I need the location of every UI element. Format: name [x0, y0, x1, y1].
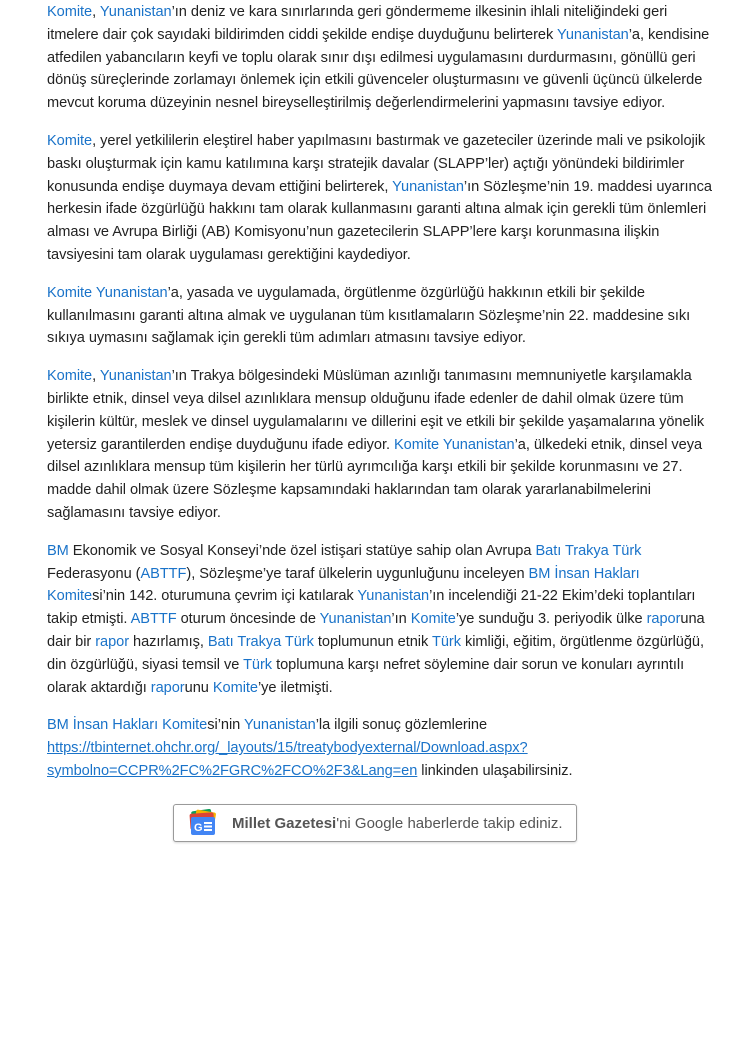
text-segment: ’ın deniz ve kara sınırlarında geri göndermeme ilkesinin ihlali niteliğindeki geri itmelere dair çok sayıdaki bildirimden ciddi şekilde endişe duyduğunu belirterek	[47, 4, 668, 43]
paragraph-conclusions-link	[47, 714, 715, 782]
tag-link[interactable]: Türk	[243, 656, 273, 673]
tag-link[interactable]: ABTTF	[140, 565, 187, 582]
text-segment: ’a, yasada ve uygulamada, örgütlenme özgürlüğü hakkının etkili bir şekilde kullanılmasını garanti altına almak ve uygulanan tüm kısıtlamaların Sözleşme’nin 22. maddesine sıkı sıkıya uymasını sağlamak için gerekli tüm adımları atmasını tavsiye ediyor.	[47, 284, 691, 347]
tag-link[interactable]: Komite	[47, 4, 93, 20]
text-segment: ’ye iletmişti.	[257, 679, 333, 696]
text-segment: oturum öncesinde de	[176, 611, 320, 628]
tag-link[interactable]: Yunanistan	[99, 4, 172, 20]
text-segment: unu	[184, 679, 213, 696]
text-segment: si’nin	[207, 717, 244, 734]
text-segment: ), Sözleşme’ye taraf ülkelerin uygunluğunu inceleyen	[186, 565, 529, 582]
text-segment: Federasyonu (	[47, 565, 141, 582]
tag-link[interactable]: Yunanistan	[357, 588, 430, 605]
tag-link[interactable]: Komite	[393, 436, 440, 453]
google-news-icon	[186, 809, 220, 837]
text-segment: ’la ilgili sonuç gözlemlerine	[315, 717, 488, 734]
tag-link[interactable]: Batı Trakya Türk	[207, 633, 314, 650]
tag-link[interactable]: Komite	[47, 132, 93, 149]
text-segment: ’ın incelendiği 21-22 Ekim’deki toplantıları takip etmişti.	[47, 588, 696, 628]
tag-link[interactable]: Komite	[410, 611, 456, 628]
text-segment: toplumuna karşı nefret söylemine dair sorun ve konuları ayrıntılı olarak aktardığı	[47, 656, 685, 696]
tag-link[interactable]: Yunanistan	[392, 178, 464, 195]
tag-link[interactable]: Komite	[212, 679, 258, 696]
text-segment: ,	[92, 4, 100, 20]
tag-link[interactable]: rapor	[646, 611, 681, 628]
tag-link[interactable]: BM İnsan Hakları Komite	[47, 565, 640, 605]
tag-link[interactable]: Komite	[47, 284, 93, 301]
text-segment: linkinden ulaşabilirsiniz.	[417, 762, 573, 779]
tag-link[interactable]: Yunanistan	[95, 284, 168, 301]
text-segment: ’ye sunduğu 3. periyodik ülke	[455, 611, 647, 628]
paragraph-abttf	[47, 540, 715, 700]
text-segment: toplumunun etnik	[313, 633, 432, 650]
text-segment: hazırlamış,	[129, 633, 208, 650]
svg-text:G: G	[194, 822, 203, 834]
tag-link[interactable]: Yunanistan	[556, 26, 629, 43]
tag-link[interactable]: Yunanistan	[243, 717, 316, 734]
text-segment: ’ın Sözleşme’nin 19. maddesi uyarınca herkesin ifade özgürlüğü hakkını tam olarak kullanmasını garanti altına almak için gerekli tüm önlemleri alması ve Avrupa Birliği (AB) Komisyonu’nun gazetecilerin SLAPP’lere karşı korunmasına ilişkin tavsiyesini tam olarak uygulaması gerektiğini kaydediyor.	[47, 178, 712, 263]
google-news-follow-text	[232, 815, 563, 832]
tag-link[interactable]: ABTTF	[130, 611, 177, 628]
paragraph-minority	[47, 365, 715, 525]
tag-link[interactable]: rapor	[95, 633, 130, 650]
follow-suffix: 'ni Google haberlerde takip ediniz.	[336, 814, 563, 832]
brand-name: Millet Gazetesi	[232, 814, 337, 832]
paragraph-association	[47, 282, 715, 350]
paragraph-slapp	[47, 130, 715, 267]
tag-link[interactable]: rapor	[150, 679, 185, 696]
text-segment: ’ın	[391, 611, 411, 628]
article-body	[47, 0, 715, 798]
tag-link[interactable]: Yunanistan	[319, 611, 392, 628]
text-segment: ’ın Trakya bölgesindeki Müslüman azınlığı tanımasını memnuniyetle karşılamakla birlikte etnik, dinsel veya dilsel azınlıklara mensup olduğunu ifade edenler de dahil olmak üzere tüm kişilerin kültür, meslek ve dinsel uygulamalarını ve dillerini eşit ve etkili bir şekilde yaşamalarına yönelik yetersiz garantilerden endişe duyduğunu ifade ediyor.	[47, 368, 705, 453]
tag-link[interactable]: BM	[47, 542, 69, 559]
tag-link[interactable]: Türk	[431, 633, 461, 650]
google-news-follow-button[interactable]	[173, 804, 577, 842]
external-report-link[interactable]: https://tbinternet.ohchr.org/_layouts/15/treatybodyexternal/Download.aspx?symbolno=CCPR%2FC%2FGRC%2FCO%2F3&Lang=en	[47, 740, 528, 779]
text-segment: ’a, ülkedeki etnik, dinsel veya dilsel azınlıklara mensup tüm kişilerin her türlü ayrımcılığa karşı etkili bir şekilde korunmasını ve 27. madde dahil olmak üzere Sözleşme kapsamındaki haklarından tam olarak yararlanabilmelerini sağlamasını tavsiye ediyor.	[47, 436, 703, 521]
tag-link[interactable]: Yunanistan	[99, 368, 172, 385]
text-segment: Ekonomik ve Sosyal Konseyi’nde özel istişari statüye sahip olan Avrupa	[68, 542, 536, 559]
tag-link[interactable]: BM İnsan Hakları Komite	[47, 717, 208, 734]
text-segment: ,	[92, 368, 100, 385]
tag-link[interactable]: Batı Trakya Türk	[535, 542, 642, 559]
text-segment: kimliği, eğitim, örgütlenme özgürlüğü, din özgürlüğü, siyasi temsil ve	[47, 633, 704, 673]
tag-link[interactable]: Komite	[47, 368, 93, 385]
text-segment: una dair bir	[47, 611, 705, 650]
paragraph-refoulement	[47, 1, 715, 115]
text-segment: si’nin 142. oturumuna çevrim içi katılarak	[92, 588, 358, 605]
text-segment: ’a, kendisine atfedilen yabancıların keyfi ve toplu olarak sınır dışı edilmesi uygulamasını durdurmasını, gönüllü geri dönüş süreçlerinde zorlamayı önlemek için etkili güvenceler oluşturmasını ve güvenli üçüncü ülkelerde mevcut koruma düzeyinin nesnel bireyselleştirilmiş değerlendirmelerini yapmasını tavsiye ediyor.	[47, 26, 710, 112]
text-segment: , yerel yetkililerin eleştirel haber yapılmasını bastırmak ve gazeteciler üzerinde mali ve psikolojik baskı oluşturmak için kamu katılımına karşı stratejik davalar (SLAPP’ler) açtığı yönündeki bildirimler konusunda endişe duymaya devam ettiğini belirterek,	[47, 132, 706, 195]
tag-link[interactable]: Yunanistan	[442, 436, 515, 453]
